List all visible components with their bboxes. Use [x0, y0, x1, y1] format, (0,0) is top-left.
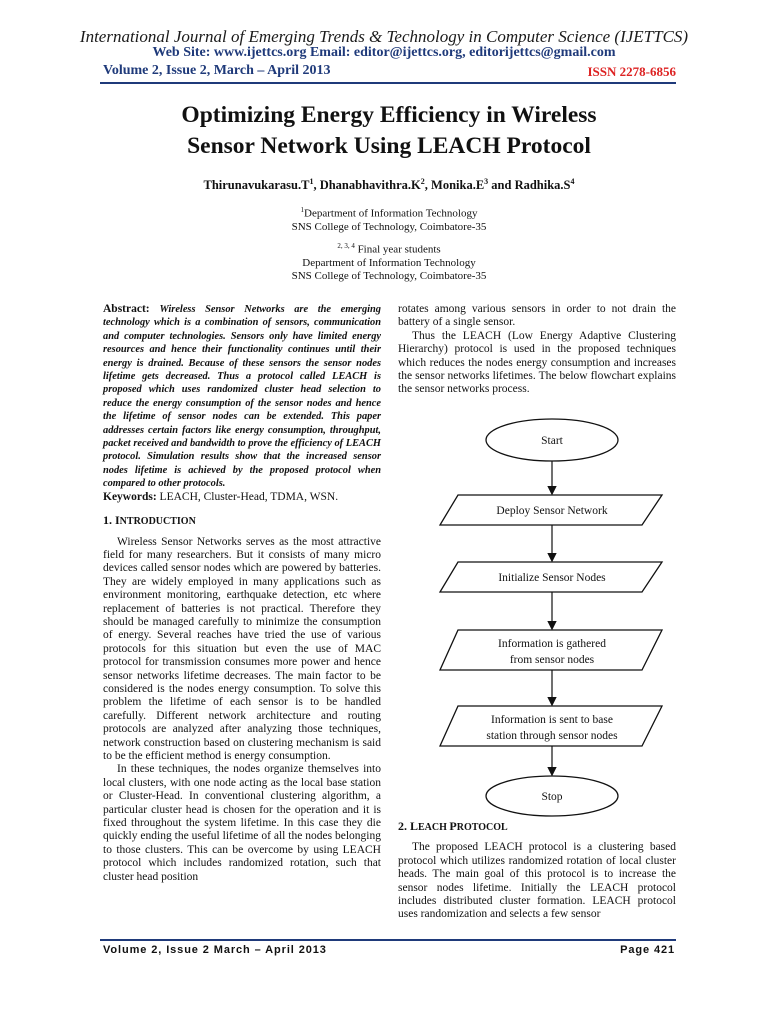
section-title-rest-2: ROTOCOL — [456, 822, 508, 833]
footer-divider — [100, 939, 676, 941]
abstract-body: Wireless Sensor Networks are the emerging technology which is a combination of sensors, communication and computer technologies. Sensors only have limited energy resources and hence their functionality continues until their energy is drained. Because of these sensors the sensor nodes lifetime gets decreased. Thus a protocol called LEACH is proposed which uses randomized cluster head selection to reduce the energy consumption of the sensor nodes and hence the lifetime of sensor nodes can be extended. This paper addresses certain factors like energy consumption, throughput, packet received and bandwidth to prove the efficiency of LEACH protocol. Simulation results show that the increased sensor nodes lifetime is achieved by the proposed protocol when compared to other protocols. — [103, 304, 382, 490]
author-sup: 4 — [570, 177, 575, 186]
section-heading-introduction — [103, 514, 381, 528]
author-sup: 2 — [420, 177, 425, 186]
flow-step-initialize-label: Initialize Sensor Nodes — [498, 572, 606, 584]
footer-volume: Volume 2, Issue 2 March – April 2013 — [103, 944, 327, 956]
author: Dhanabhavithra.K — [319, 178, 421, 193]
affil-sup: 2, 3, 4 — [337, 242, 355, 250]
author-sup: 3 — [484, 177, 489, 186]
author-sep: , — [313, 178, 320, 193]
section-title-rest: NTRODUCTION — [119, 516, 196, 528]
issn: ISSN 2278-6856 — [587, 64, 676, 79]
right-paragraph-2: Thus the LEACH (Low Energy Adaptive Clustering Hierarchy) protocol is used in the proposed techniques which reduces the nodes energy consumption and increases the sensor networks lifetimes. The below flowchart explains the sensor networks process. — [398, 329, 676, 396]
right-column-intro — [398, 303, 676, 397]
affil-dept: Department of Information Technology — [302, 256, 476, 269]
affil-college: SNS College of Technology, Coimbatore-35 — [291, 220, 487, 233]
flow-step-send-label-2: station through sensor nodes — [486, 730, 618, 742]
section-title-initial: L — [410, 819, 419, 833]
affil-college: SNS College of Technology, Coimbatore-35 — [291, 269, 487, 282]
flow-stop-label: Stop — [541, 791, 563, 803]
title-line-1: Optimizing Energy Efficiency in Wireless — [181, 102, 597, 128]
keywords-text: LEACH, Cluster-Head, TDMA, WSN. — [159, 490, 339, 503]
page-number: Page 421 — [620, 944, 675, 956]
keywords — [103, 491, 381, 504]
flow-step-gather-label-2: from sensor nodes — [509, 654, 595, 666]
author: Radhika.S — [514, 178, 571, 193]
section-title-rest: EACH — [418, 822, 450, 833]
author-list — [100, 177, 678, 193]
author: Thirunavukarasu.T — [203, 178, 310, 193]
affil-role: Final year students — [354, 243, 441, 256]
author-sep: , — [424, 178, 432, 193]
flow-step-send-label-1: Information is sent to base — [490, 714, 614, 726]
abstract — [103, 303, 381, 491]
section-number: 1. — [103, 513, 115, 528]
flowchart — [398, 415, 676, 825]
flow-step-gather-label-1: Information is gathered — [498, 638, 606, 650]
abstract-label: Abstract: — [103, 303, 160, 315]
affiliation-2 — [100, 240, 678, 283]
author-sup: 1 — [309, 177, 314, 186]
section-number: 2. — [398, 819, 410, 833]
section-heading-leach — [398, 820, 676, 834]
section-leach-protocol — [398, 820, 676, 922]
title-line-2: Sensor Network Using LEACH Protocol — [187, 133, 591, 159]
author: Monika.E — [431, 178, 485, 193]
affiliation-1 — [100, 204, 678, 234]
flow-start-label: Start — [541, 435, 563, 447]
section-title-initial-2: P — [449, 819, 457, 833]
left-column — [103, 303, 381, 884]
header-divider — [100, 82, 676, 84]
journal-name: International Journal of Emerging Trends & Technology in Computer Science (IJETTCS) — [79, 27, 689, 46]
leach-paragraph-1: The proposed LEACH protocol is a clustering based protocol which utilizes randomized rotation of local cluster heads. The main goal of this protocol is to increase the sensor nodes lifetime. Initially the LEACH protocol includes distributed cluster formation. LEACH protocol uses randomization and selects a few sensor — [398, 841, 676, 921]
volume-info: Volume 2, Issue 2, March – April 2013 — [103, 63, 331, 78]
flow-step-deploy-label: Deploy Sensor Network — [496, 505, 608, 517]
author-sep: and — [488, 178, 515, 193]
intro-paragraph-2: In these techniques, the nodes organize themselves into local clusters, with one node acting as the local base station or Cluster-Head. In conventional clustering algorithm, a particular cluster head is chosen for the operation and it is fixed throughout the system lifetime. In this case they die quickly ending the useful lifetime of all the nodes belonging to those clusters. This can be overcome by using LEACH protocol which includes randomized rotation, such that cluster head position — [103, 763, 381, 883]
keywords-label: Keywords: — [103, 490, 160, 503]
right-paragraph-1: rotates among various sensors in order to not drain the battery of a single sensor. — [398, 303, 676, 329]
section-title-initial: I — [115, 513, 120, 528]
intro-paragraph-1: Wireless Sensor Networks serves as the most attractive field for many researchers. But it consists of many micro devices called sensor nodes which are powered by batteries. They are widely employed in many applications such as environment monitoring, earthquake detection, etc where replacement of batteries is not practical. Therefore they should be managed carefully to minimize the consumption of energy. Several reaches have tried the use of various protocols for this situation but even the use of MAC protocol for transmission consumes more power and hence sensor networks lifetime decreases. The main factor to be considered is the nodes energy consumption. To solve this problem the lifetime of each sensor is to be handled carefully. Different network architecture and routing protocols are analyzed after analyzing those techniques, network construction based on clustering mechanism is said to be the efficient method is energy consumption. — [103, 535, 381, 762]
affil-sup: 1 — [300, 206, 305, 214]
journal-website: Web Site: www.ijettcs.org Email: editor@ijettcs.org, editorijettcs@gmail.com — [152, 45, 616, 60]
affil-dept: Department of Information Technology — [304, 207, 478, 220]
paper-title — [100, 100, 678, 162]
